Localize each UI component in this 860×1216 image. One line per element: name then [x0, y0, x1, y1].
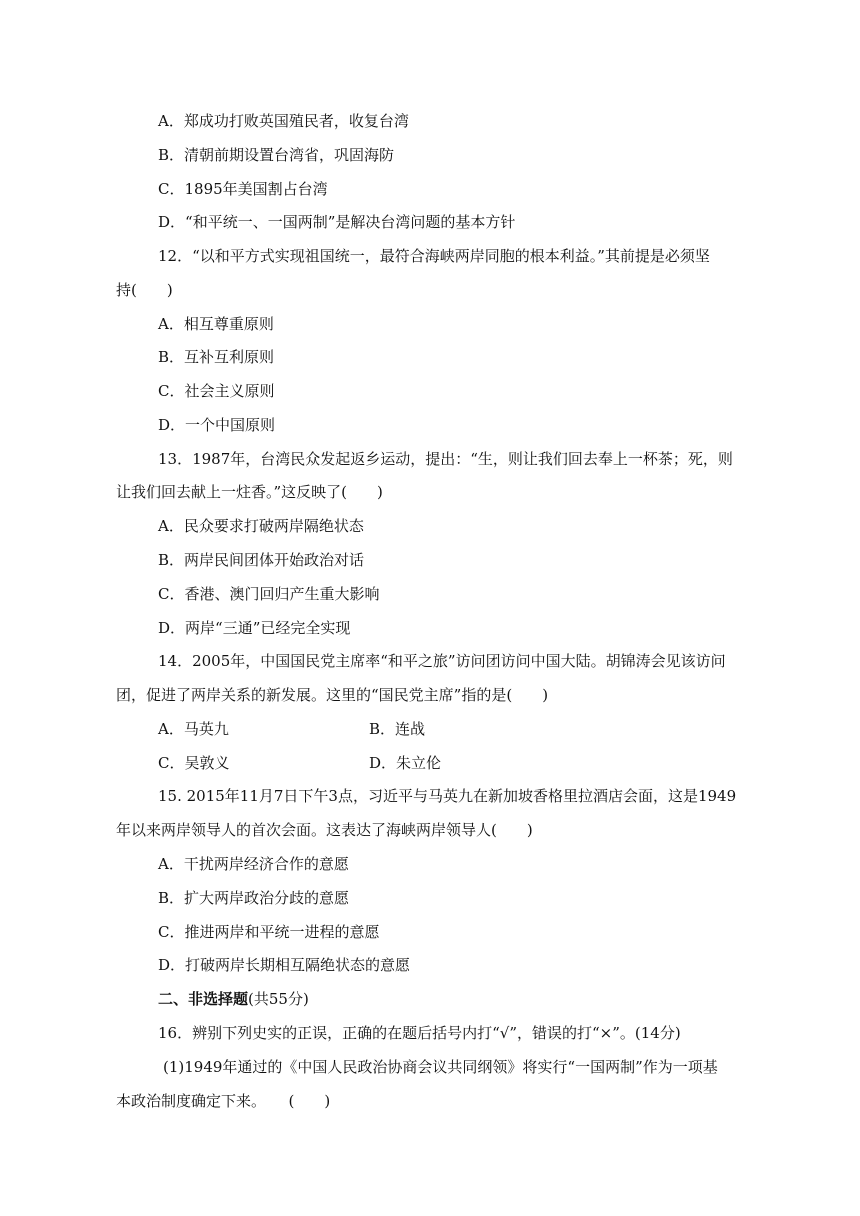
q16-stem: 16．辨别下列史实的正误，正确的在题后括号内打“√”，错误的打“×”。(14分): [158, 1024, 681, 1042]
q11-option-b: B．清朝前期设置台湾省，巩固海防: [158, 146, 395, 164]
q14-option-b: B．连战: [369, 720, 426, 738]
q12-stem-line1: 12．“以和平方式实现祖国统一，最符合海峡两岸同胞的根本利益。”其前提是必须坚: [158, 247, 710, 265]
q12-option-b: B．互补互利原则: [158, 348, 275, 366]
q15-option-a: A．干扰两岸经济合作的意愿: [158, 855, 349, 873]
q13-option-c: C．香港、澳门回归产生重大影响: [158, 585, 380, 603]
q15-option-d: D．打破两岸长期相互隔绝状态的意愿: [158, 956, 411, 974]
q14-option-c: C．吴敦义: [158, 754, 230, 772]
section2-heading-score: (共55分): [248, 990, 309, 1008]
q11-option-c: C．1895年美国割占台湾: [158, 180, 328, 198]
q14-option-d: D．朱立伦: [369, 754, 442, 772]
q11-option-d: D．“和平统一、一国两制”是解决台湾问题的基本方针: [158, 213, 516, 231]
q16-item1-line1: (1)1949年通过的《中国人民政治协商会议共同纲领》将实行“一国两制”作为一项基: [163, 1058, 718, 1076]
q13-option-d: D．两岸“三通”已经完全实现: [158, 619, 351, 637]
q14-option-a: A．马英九: [158, 720, 229, 738]
section2-heading-title: 二、非选择题: [158, 990, 249, 1008]
q16-item1-line2: 本政治制度确定下来。 ( ): [116, 1092, 331, 1110]
q13-stem-line1: 13．1987年，台湾民众发起返乡运动，提出：“生，则让我们回去奉上一杯茶；死，则: [158, 450, 733, 468]
q14-stem-line2: 团，促进了两岸关系的新发展。这里的“国民党主席”指的是( ): [116, 686, 549, 704]
q12-option-c: C．社会主义原则: [158, 382, 275, 400]
q15-option-b: B．扩大两岸政治分歧的意愿: [158, 889, 350, 907]
q13-option-b: B．两岸民间团体开始政治对话: [158, 551, 365, 569]
q12-option-d: D．一个中国原则: [158, 416, 276, 434]
q11-option-a: A．郑成功打败英国殖民者，收复台湾: [158, 112, 409, 130]
q15-option-c: C．推进两岸和平统一进程的意愿: [158, 923, 380, 941]
q12-stem-line2: 持( ): [116, 281, 173, 299]
q12-option-a: A．相互尊重原则: [158, 315, 274, 333]
q15-stem-line1: 15. 2015年11月7日下午3点，习近平与马英九在新加坡香格里拉酒店会面，这是1949: [158, 787, 737, 805]
q13-stem-line2: 让我们回去献上一炷香。”这反映了( ): [116, 483, 383, 501]
section2-heading: [158, 989, 309, 1009]
q15-stem-line2: 年以来两岸领导人的首次会面。这表达了海峡两岸领导人( ): [116, 821, 533, 839]
q14-stem-line1: 14．2005年，中国国民党主席率“和平之旅”访问团访问中国大陆。胡锦涛会见该访问: [158, 652, 726, 670]
q13-option-a: A．民众要求打破两岸隔绝状态: [158, 517, 364, 535]
